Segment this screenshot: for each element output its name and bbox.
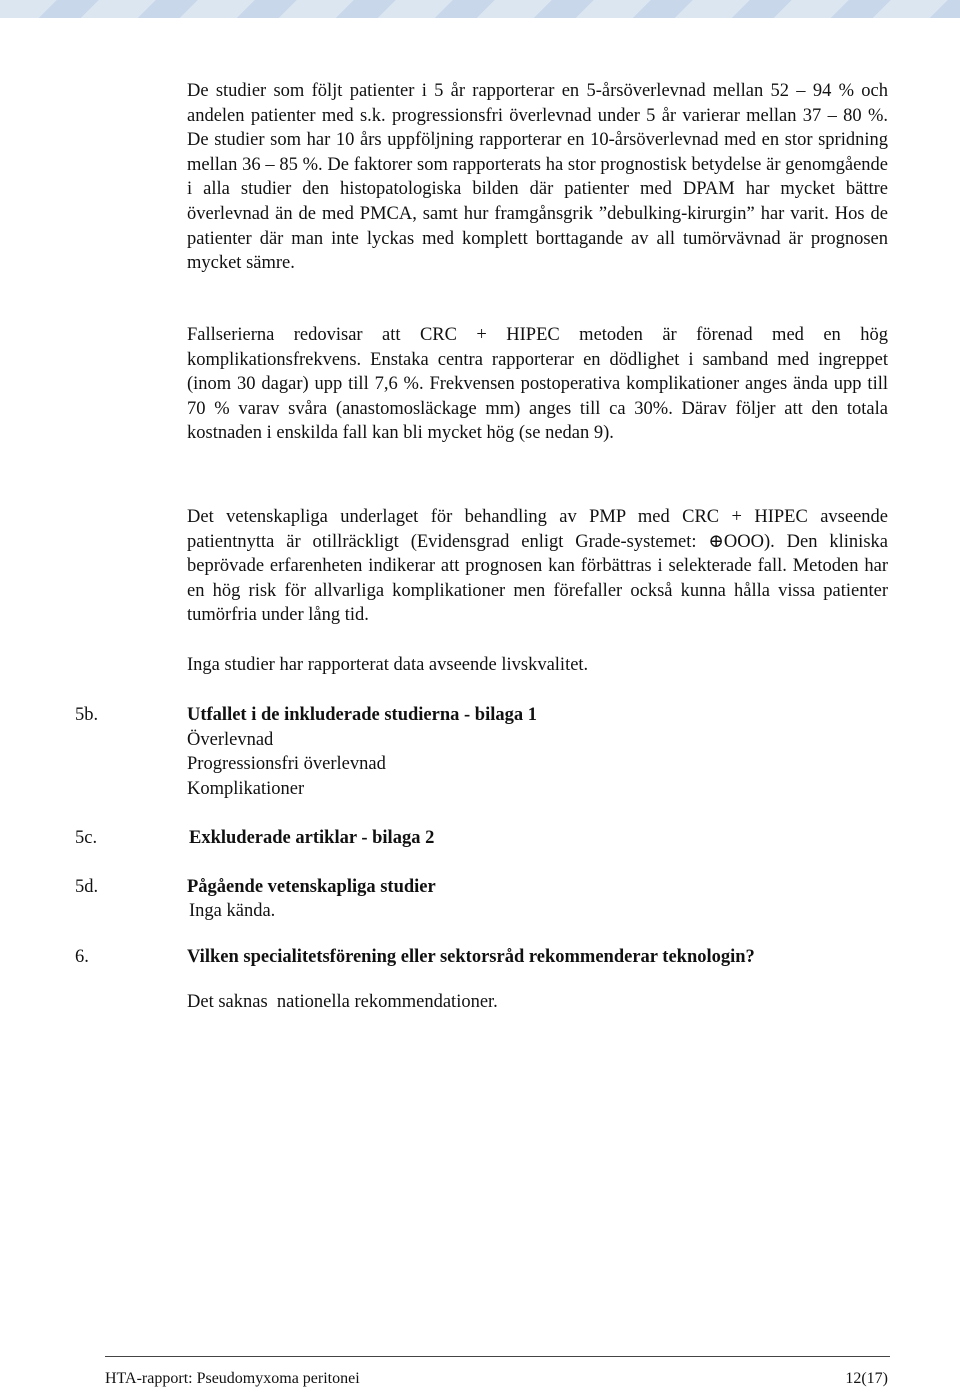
section-5b-title: Utfallet i de inkluderade studierna - bilaga 1	[187, 705, 537, 725]
section-6-title: Vilken specialitetsförening eller sektorsråd rekommenderar teknologin?	[187, 947, 755, 967]
section-6-number: 6.	[75, 947, 89, 967]
section-6-text: Det saknas nationella rekommendationer.	[187, 992, 498, 1012]
section-5b-item: Komplikationer	[187, 779, 305, 799]
paragraph-evidence: Det vetenskapliga underlaget för behandling av PMP med CRC + HIPEC avseende patientnytta är otillräckligt (Evidensgrad enligt Grade-systemet: ⊕OOO). Den kliniska beprövade erfarenheten indikerar att prognosen kan förbättras i selekterade fall. Metoden har en hög risk för allvarliga komplikationer men förefaller också kunna hålla vissa patienter tumörfria under lång tid.	[187, 507, 888, 626]
section-5b-item: Progressionsfri överlevnad	[187, 754, 386, 774]
footer-divider	[105, 1356, 890, 1357]
section-5d-number: 5d.	[75, 877, 99, 897]
footer-page-number: 12(17)	[845, 1370, 888, 1387]
section-5d-title: Pågående vetenskapliga studier	[187, 877, 436, 897]
section-5b-item: Överlevnad	[187, 730, 274, 750]
section-5c-title: Exkluderade artiklar - bilaga 2	[189, 828, 435, 848]
paragraph-survival: De studier som följt patienter i 5 år rapporterar en 5-årsöverlevnad mellan 52 – 94 % och andelen patienter med s.k. progressionsfri överlevnad under 5 år varierar mellan 37 – 80 %. De studier som har 10 års uppföljning rapporterar en 10-årsöverlevnad med en stor spridning mellan 36 – 85 %. De faktorer som rapporterats ha stor prognostisk betydelse är genomgående i alla studier den histopatologiska bilden där patienter med DPAM har mycket bättre överlevnad än de med PMCA, samt hur framgånsgrik ”debulking-kirurgin” har varit. Hos de patienter där man inte lyckas med komplett borttagande av all tumörvävnad är prognosen mycket sämre.	[187, 81, 888, 274]
section-5c-number: 5c.	[75, 828, 98, 848]
footer-report-title: HTA-rapport: Pseudomyxoma peritonei	[105, 1370, 360, 1387]
paragraph-quality-of-life: Inga studier har rapporterat data avseende livskvalitet.	[187, 655, 589, 675]
section-5b-number: 5b.	[75, 705, 99, 725]
paragraph-complications: Fallserierna redovisar att CRC + HIPEC metoden är förenad med en hög komplikationsfrekvens. Enstaka centra rapporterar en dödlighet i samband med ingreppet (inom 30 dagar) upp till 7,6 %. Frekvensen postoperativa komplikationer anges ända upp till 70 % varav svåra (anastomosläckage mm) anges till ca 30%. Därav följer att den totala kostnaden i enskilda fall kan bli mycket hög (se nedan 9).	[187, 325, 888, 444]
section-5d-text: Inga kända.	[189, 901, 276, 921]
